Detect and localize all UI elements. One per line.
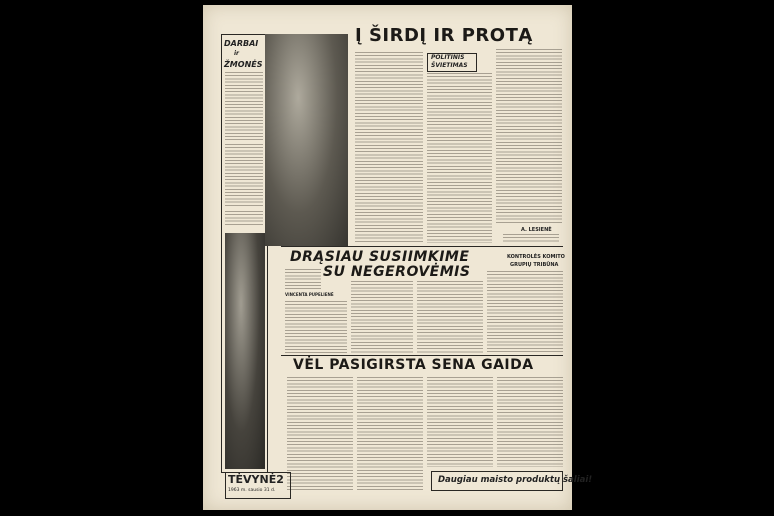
sidebar-text-block-2 [225,144,263,206]
second-intro-text [285,269,321,291]
second-headline-rule-top [281,246,563,247]
third-headline-rule-top [281,355,563,356]
photo-woman-field [265,34,348,246]
sidebar-title-line1: DARBAI [224,39,259,48]
kicker-line1: POLITINIS [431,54,465,61]
main-author: A. LESIENĖ [521,227,552,233]
second-byline: VINCENTA PUPELIENĖ [285,292,334,297]
main-article-col2 [427,73,492,243]
sidebar-title-line3: ŽMONĖS [224,60,263,69]
second-article-col1 [285,301,347,353]
second-article-col4 [487,271,563,353]
second-headline-line1: DRĄSIAU SUSIIMKIME [290,249,470,265]
second-article-col2 [351,281,413,353]
third-article-col4 [497,377,563,467]
second-article-col3 [417,281,483,353]
control-label-line1: KONTROLĖS KOMITO [507,254,565,260]
sidebar-title-line2: ir [234,50,240,57]
main-headline: Į ŠIRDĮ IR PROTĄ [355,25,533,46]
masthead-name: TĖVYNĖ [228,473,277,486]
second-headline-line2: SU NEGEROVĖMIS [323,264,471,280]
control-label-line2: GRUPIŲ TRIBŪNA [510,262,559,268]
masthead-number: 2 [276,473,284,486]
footer-banner: Daugiau maisto produktų šaliai! [438,475,593,485]
masthead-date: 1963 m. sausio 31 d. [228,488,276,493]
third-article-col3 [427,377,493,467]
main-author-affiliation [503,234,559,242]
sidebar-text-block-3 [225,211,263,225]
main-article-col3 [496,49,562,224]
kicker-line2: ŠVIETIMAS [431,62,468,69]
third-article-col2 [357,377,423,491]
third-headline: VĖL PASIGIRSTA SENA GAIDA [293,357,534,373]
sidebar-text-block-1 [225,72,263,140]
newspaper-page [203,5,593,510]
photo-man-field [225,233,265,469]
masthead-title [228,473,284,486]
main-article-col1 [355,52,423,242]
third-article-col1 [287,377,353,491]
